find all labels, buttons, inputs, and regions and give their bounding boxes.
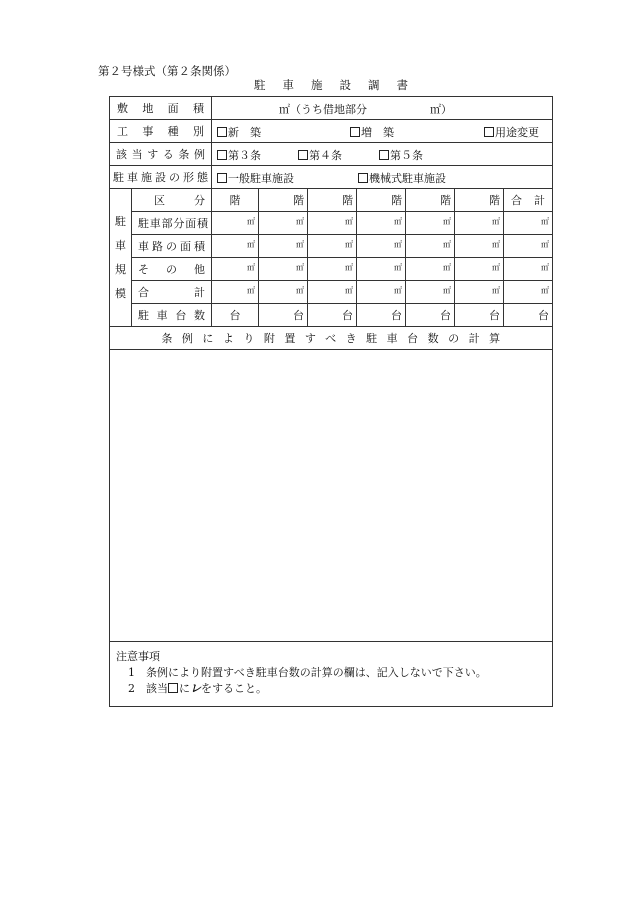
- calculation-area-row: [110, 350, 553, 642]
- checkbox-article-3[interactable]: [217, 150, 227, 160]
- scale-row-parking-area: [110, 212, 553, 235]
- applicable-article-options: [212, 143, 553, 166]
- site-area-row: [110, 97, 553, 120]
- value-cell[interactable]: ㎡: [406, 258, 455, 281]
- note-item-1: 1 条例により附置すべき駐車台数の計算の欄は、記入しないで下さい。: [128, 666, 487, 679]
- count-cell[interactable]: 台: [406, 304, 455, 327]
- floor-header: 階: [212, 189, 259, 212]
- value-cell[interactable]: ㎡: [406, 235, 455, 258]
- borrowed-area-unit: ㎡: [430, 103, 441, 116]
- option-general-parking[interactable]: 一般駐車施設: [217, 170, 294, 186]
- total-cell[interactable]: ㎡: [504, 212, 553, 235]
- value-cell[interactable]: ㎡: [259, 281, 308, 304]
- total-count-cell[interactable]: 台: [504, 304, 553, 327]
- option-article-4[interactable]: 第４条: [298, 147, 342, 163]
- floor-header: 階: [357, 189, 406, 212]
- construction-type-row: [110, 120, 553, 143]
- category-header: 区 分: [132, 189, 212, 212]
- value-cell[interactable]: ㎡: [406, 212, 455, 235]
- value-cell[interactable]: ㎡: [212, 281, 259, 304]
- count-cell[interactable]: 台: [455, 304, 504, 327]
- value-cell[interactable]: ㎡: [259, 258, 308, 281]
- applicable-article-row: [110, 143, 553, 166]
- scale-row-aisle-area: [110, 235, 553, 258]
- site-area-field[interactable]: [212, 97, 553, 120]
- value-cell[interactable]: ㎡: [308, 258, 357, 281]
- construction-type-options: [212, 120, 553, 143]
- note-item-2: 2 該当 にレをすること。: [128, 682, 267, 695]
- notes-heading: 注意事項: [116, 650, 160, 663]
- applicable-article-label: 該当する条例: [110, 143, 212, 166]
- notes-section: [110, 642, 553, 707]
- scale-row-other: [110, 258, 553, 281]
- value-cell[interactable]: ㎡: [455, 212, 504, 235]
- scale-header-row: [110, 189, 553, 212]
- checkbox-new-construction[interactable]: [217, 127, 227, 137]
- total-header-text: 合 計: [511, 194, 546, 207]
- construction-type-label: 工事種別: [110, 120, 212, 143]
- facility-form-label: 駐車施設の形態: [110, 166, 212, 189]
- scale-row-parking-count: [110, 304, 553, 327]
- form-number: 第２号様式（第２条関係）: [98, 64, 236, 78]
- checkbox-mechanical-parking[interactable]: [358, 173, 368, 183]
- value-cell[interactable]: ㎡: [212, 212, 259, 235]
- row-label-aisle-area: 車路の面積: [132, 235, 212, 258]
- site-area-label: 敷地面積: [110, 97, 212, 120]
- total-cell[interactable]: ㎡: [504, 258, 553, 281]
- total-cell[interactable]: ㎡: [504, 281, 553, 304]
- count-cell[interactable]: 台: [259, 304, 308, 327]
- checkbox-change-of-use[interactable]: [484, 127, 494, 137]
- value-cell[interactable]: ㎡: [212, 258, 259, 281]
- value-cell[interactable]: ㎡: [406, 281, 455, 304]
- site-area-unit: ㎡: [279, 103, 290, 116]
- value-cell[interactable]: ㎡: [455, 258, 504, 281]
- value-cell[interactable]: ㎡: [357, 212, 406, 235]
- option-change-of-use[interactable]: 用途変更: [484, 124, 539, 140]
- count-cell[interactable]: 台: [308, 304, 357, 327]
- value-cell[interactable]: ㎡: [357, 281, 406, 304]
- value-cell[interactable]: ㎡: [259, 235, 308, 258]
- scale-group-label: 駐 車 規 模: [110, 189, 132, 327]
- option-extension[interactable]: 増 築: [350, 124, 394, 140]
- value-cell[interactable]: ㎡: [308, 281, 357, 304]
- checkbox-general-parking[interactable]: [217, 173, 227, 183]
- option-article-3[interactable]: 第３条: [217, 147, 261, 163]
- row-label-parking-area: 駐車部分面積: [132, 212, 212, 235]
- count-cell[interactable]: 台: [357, 304, 406, 327]
- floor-header: 階: [455, 189, 504, 212]
- value-cell[interactable]: ㎡: [357, 235, 406, 258]
- floor-header: 階: [259, 189, 308, 212]
- calculation-header-row: [110, 327, 553, 350]
- facility-form-row: [110, 166, 553, 189]
- value-cell[interactable]: ㎡: [455, 281, 504, 304]
- value-cell[interactable]: ㎡: [357, 258, 406, 281]
- count-cell[interactable]: 台: [212, 304, 259, 327]
- option-new-construction[interactable]: 新 築: [217, 124, 261, 140]
- value-cell[interactable]: ㎡: [259, 212, 308, 235]
- row-label-other: その他: [132, 258, 212, 281]
- value-cell[interactable]: ㎡: [308, 212, 357, 235]
- floor-header: 階: [406, 189, 455, 212]
- borrowed-area-prefix: （うち借地部分: [290, 103, 367, 116]
- calculation-title: 条例により附置すべき駐車台数の計算: [110, 327, 553, 350]
- row-label-parking-count: 駐車台数: [132, 304, 212, 327]
- scale-row-total: [110, 281, 553, 304]
- value-cell[interactable]: ㎡: [455, 235, 504, 258]
- checkbox-sample-icon: [168, 683, 178, 693]
- borrowed-area-suffix: ）: [441, 103, 452, 116]
- row-label-total: 合計: [132, 281, 212, 304]
- checkbox-extension[interactable]: [350, 127, 360, 137]
- facility-form-options: [212, 166, 553, 189]
- checkmark-icon: レ: [190, 682, 201, 695]
- value-cell[interactable]: ㎡: [212, 235, 259, 258]
- calculation-area[interactable]: [110, 350, 553, 642]
- floor-header: 階: [308, 189, 357, 212]
- total-header: [504, 189, 553, 212]
- option-mechanical-parking[interactable]: 機械式駐車施設: [358, 170, 446, 186]
- total-cell[interactable]: ㎡: [504, 235, 553, 258]
- option-article-5[interactable]: 第５条: [379, 147, 423, 163]
- checkbox-article-5[interactable]: [379, 150, 389, 160]
- value-cell[interactable]: ㎡: [308, 235, 357, 258]
- checkbox-article-4[interactable]: [298, 150, 308, 160]
- notes-row: [110, 642, 553, 707]
- parking-facility-form-table: [109, 96, 553, 707]
- form-title: 駐車施設調書: [254, 78, 425, 92]
